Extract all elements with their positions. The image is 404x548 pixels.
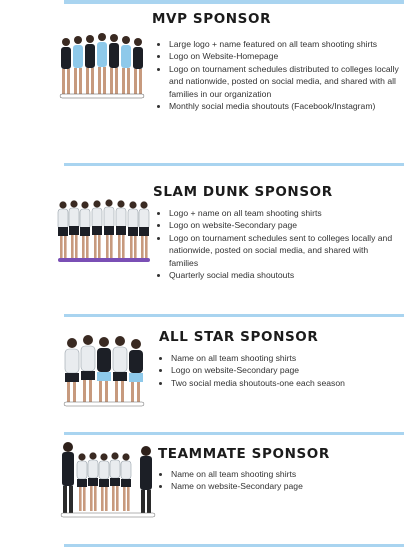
benefit-list: [157, 468, 361, 493]
tier-title: SLAM DUNK SPONSOR: [153, 184, 333, 200]
benefit-item: • Name on all team shooting shirts: [171, 468, 361, 480]
benefit-list: [155, 207, 397, 281]
benefit-item: • Monthly social media shoutouts (Facebook/Instagram): [169, 100, 401, 112]
bottom-divider: [64, 544, 404, 547]
section-divider: [64, 314, 404, 317]
tier-title: MVP SPONSOR: [152, 11, 272, 27]
team-photo-graphic: [58, 329, 150, 409]
team-photo: [58, 329, 150, 409]
tier-title: ALL STAR SPONSOR: [159, 329, 319, 345]
benefit-item: • Name on all team shooting shirts: [171, 352, 379, 364]
benefit-item: • Two social media shoutouts-one each season: [171, 377, 379, 389]
benefit-item: • Logo on Website-Homepage: [169, 50, 401, 62]
benefit-item: • Logo + name on all team shooting shirts: [169, 207, 397, 219]
benefit-item: • Logo on tournament schedules sent to colleges locally and nationwide, posted on social media, and shared with families: [169, 232, 397, 269]
benefit-item: • Logo on tournament schedules distributed to colleges locally and nationwide, posted on social media, and shared with all families in our organization: [169, 63, 401, 100]
benefit-item: • Logo on website-Secondary page: [171, 364, 379, 376]
benefit-item: • Large logo + name featured on all team shooting shirts: [169, 38, 401, 50]
section-divider: [64, 432, 404, 435]
team-photo: [56, 437, 160, 521]
tier-title: TEAMMATE SPONSOR: [158, 446, 330, 462]
benefit-item: • Logo on website-Secondary page: [169, 219, 397, 231]
benefit-item: • Quarterly social media shoutouts: [169, 269, 397, 281]
top-divider: [64, 0, 404, 4]
benefit-list: [155, 38, 401, 112]
team-photo: [56, 28, 148, 102]
section-divider: [64, 163, 404, 166]
team-photo-graphic: [56, 437, 160, 521]
team-photo: [54, 196, 152, 266]
team-photo-graphic: [56, 28, 148, 102]
team-photo-graphic: [54, 196, 152, 266]
benefit-list: [157, 352, 379, 389]
benefit-item: • Name on website-Secondary page: [171, 480, 361, 492]
